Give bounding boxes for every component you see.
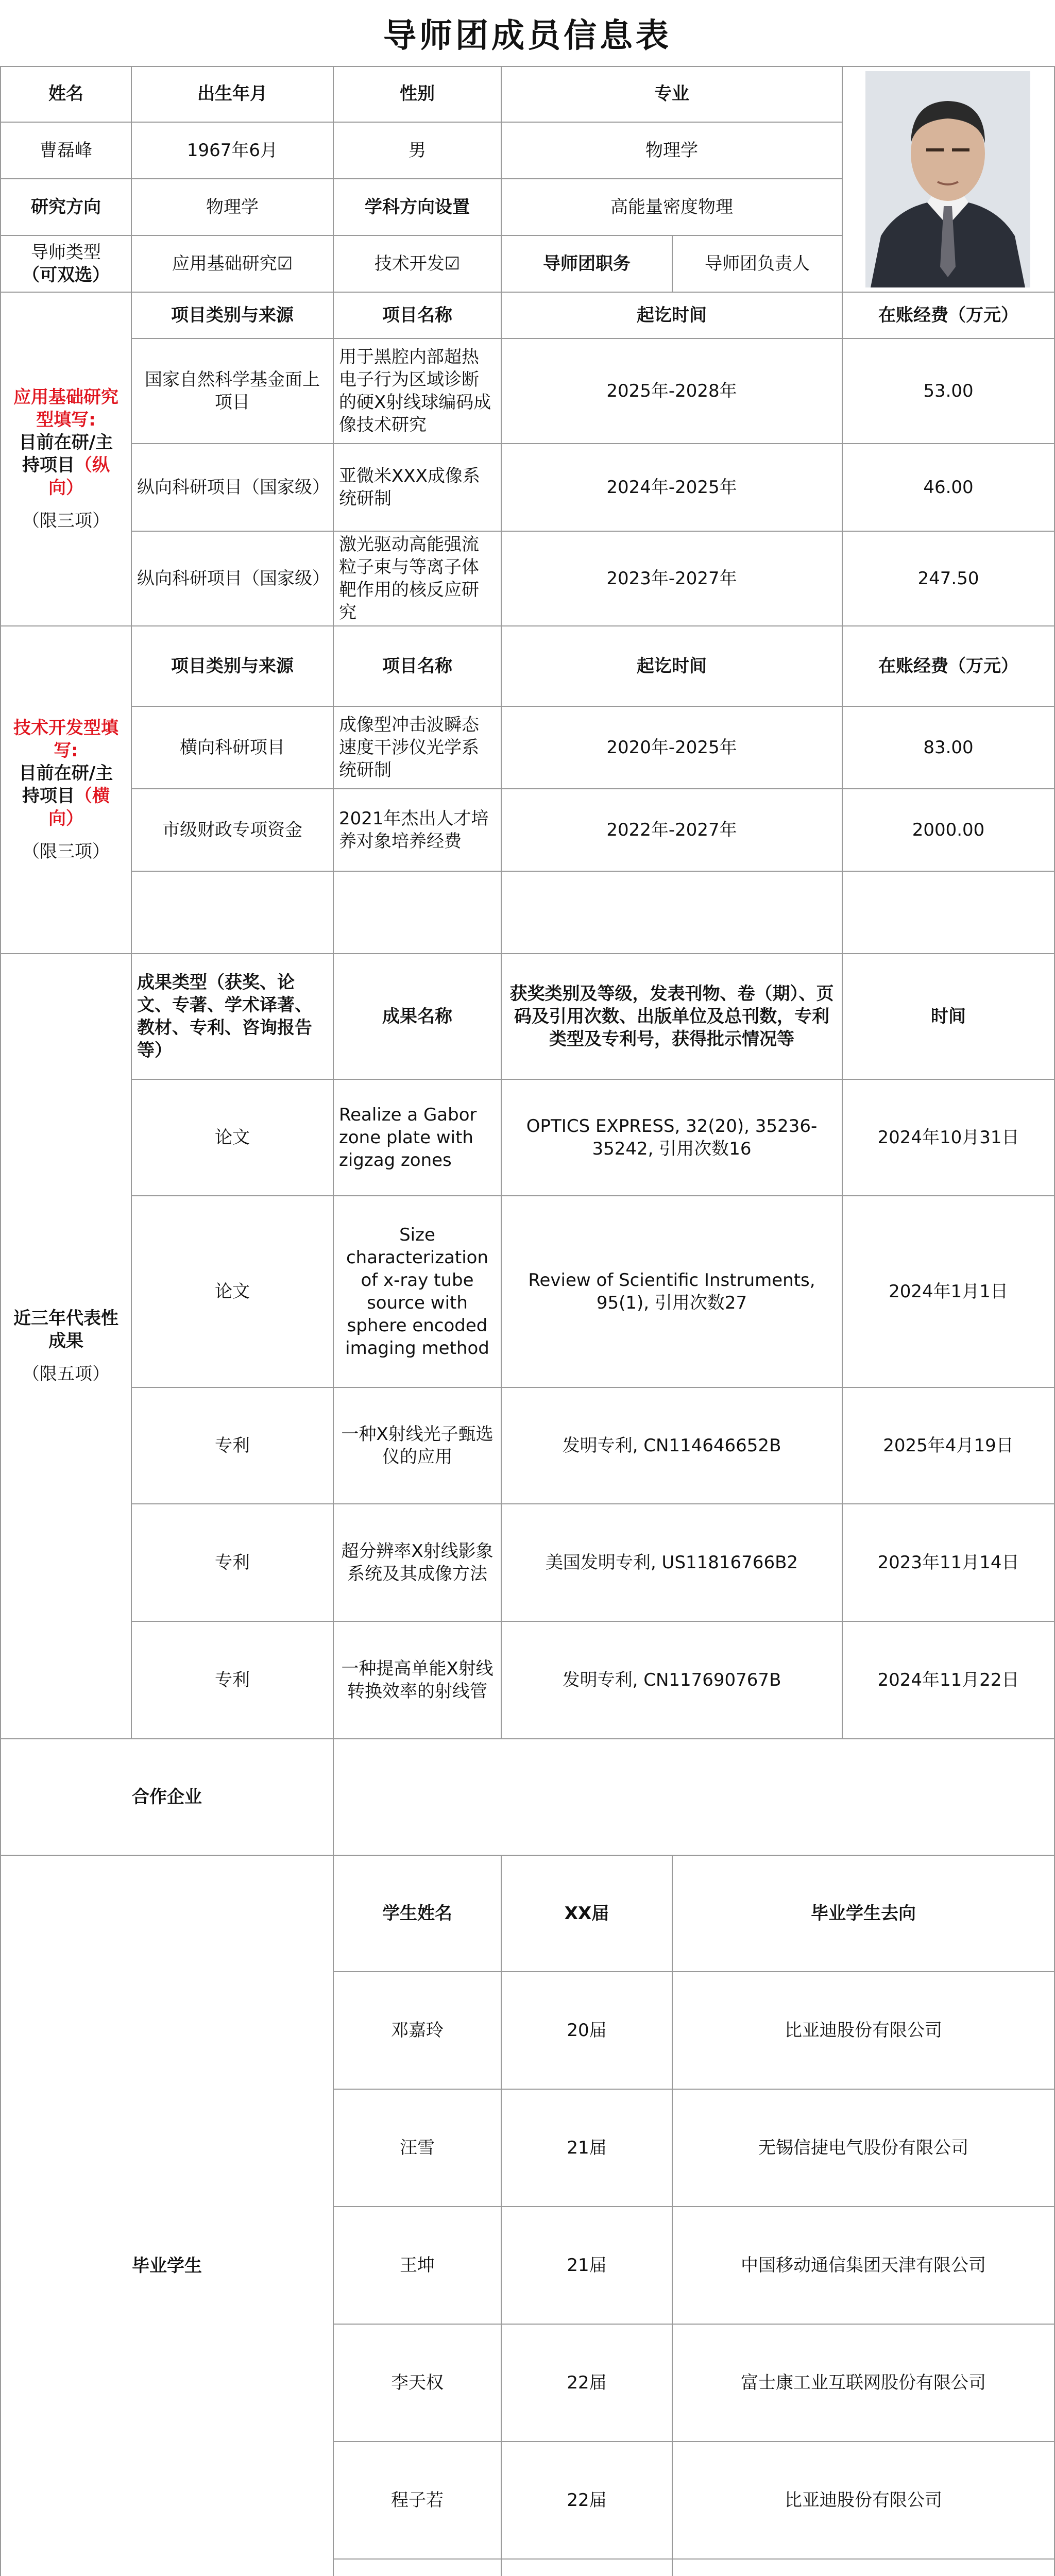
role-value: 导师团负责人 xyxy=(673,236,843,293)
td-row1-name: 成像型冲击波瞬态速度干涉仪光学系统研制 xyxy=(334,707,502,789)
student3-dest: 中国移动通信集团天津有限公司 xyxy=(673,2207,1055,2325)
ach-header-time: 时间 xyxy=(843,954,1055,1080)
students-header-name: 学生姓名 xyxy=(334,1856,502,1972)
td-row3-empty-funds xyxy=(843,872,1055,954)
td-header-period: 起讫时间 xyxy=(502,626,843,707)
ach-row5-type: 专利 xyxy=(132,1622,334,1739)
tech-dev-label-red4: 向） xyxy=(48,808,83,829)
td-row2-funds: 2000.00 xyxy=(843,789,1055,872)
student1-name: 邓嘉玲 xyxy=(334,1972,502,2090)
td-header-funds: 在账经费（万元） xyxy=(843,626,1055,707)
basic-research-label-red4: 向） xyxy=(48,478,83,498)
ach-row5-time: 2024年11月22日 xyxy=(843,1622,1055,1739)
br-header-period: 起讫时间 xyxy=(502,293,843,339)
partners-value xyxy=(334,1739,1055,1856)
td-header-source: 项目类别与来源 xyxy=(132,626,334,707)
br-row1-name: 用于黑腔内部超热电子行为区域诊断的硬X射线球编码成像技术研究 xyxy=(334,339,502,444)
discipline-label: 学科方向设置 xyxy=(334,179,502,236)
td-header-name: 项目名称 xyxy=(334,626,502,707)
ach-row1-detail: OPTICS EXPRESS, 32(20), 35236-35242, 引用次数16 xyxy=(502,1080,843,1196)
br-row3-name: 激光驱动高能强流粒子束与等离子体靶作用的核反应研究 xyxy=(334,532,502,626)
discipline-value: 高能量密度物理 xyxy=(502,179,843,236)
person-portrait-icon xyxy=(845,69,1051,290)
student2-name: 汪雪 xyxy=(334,2090,502,2207)
student6-cohort xyxy=(502,2560,673,2576)
br-row3-funds: 247.50 xyxy=(843,532,1055,626)
ach-row5-name: 一种提高单能X射线转换效率的射线管 xyxy=(334,1622,502,1739)
student6-name xyxy=(334,2560,502,2576)
ach-header-type: 成果类型（获奖、论文、专著、学术译著、教材、专利、咨询报告等） xyxy=(132,954,334,1080)
td-row2-name: 2021年杰出人才培养对象培养经费 xyxy=(334,789,502,872)
ach-row1-name: Realize a Gabor zone plate with zigzag zones xyxy=(334,1080,502,1196)
ach-header-name: 成果名称 xyxy=(334,954,502,1080)
td-row1-source: 横向科研项目 xyxy=(132,707,334,789)
tech-dev-label-red3: （横 xyxy=(75,786,110,806)
ach-row2-type: 论文 xyxy=(132,1196,334,1388)
student5-name: 程子若 xyxy=(334,2442,502,2560)
ach-header-detail: 获奖类别及等级，发表刊物、卷（期）、页码及引用次数、出版单位及总刊数，专利类型及专利号，获得批示情况等 xyxy=(502,954,843,1080)
gender-value: 男 xyxy=(334,123,502,179)
student3-name: 王坤 xyxy=(334,2207,502,2325)
ach-row2-detail: Review of Scientific Instruments, 95(1), 引用次数27 xyxy=(502,1196,843,1388)
basic-research-label-red3: （纵 xyxy=(75,455,110,476)
portrait-svg xyxy=(865,71,1030,287)
ach-row2-name: Size characterization of x-ray tube source with sphere encoded imaging method xyxy=(334,1196,502,1388)
br-row3-period: 2023年-2027年 xyxy=(502,532,843,626)
achievements-limit: （限五项） xyxy=(22,1364,110,1384)
mentor-type-tech-checkbox[interactable]: 技术开发☑ xyxy=(334,236,502,293)
ach-row2-time: 2024年1月1日 xyxy=(843,1196,1055,1388)
tech-dev-label-black1: 目前在研/主 xyxy=(19,763,113,784)
birth-value: 1967年6月 xyxy=(132,123,334,179)
student1-dest: 比亚迪股份有限公司 xyxy=(673,1972,1055,2090)
tech-dev-section-label xyxy=(1,626,132,954)
basic-research-limit: （限三项） xyxy=(22,511,110,531)
student2-dest: 无锡信捷电气股份有限公司 xyxy=(673,2090,1055,2207)
students-header-cohort: XX届 xyxy=(502,1856,673,1972)
ach-row1-type: 论文 xyxy=(132,1080,334,1196)
role-label: 导师团职务 xyxy=(502,236,673,293)
br-header-source: 项目类别与来源 xyxy=(132,293,334,339)
br-row3-source: 纵向科研项目（国家级） xyxy=(132,532,334,626)
mentor-type-label-line2: （可双选） xyxy=(22,265,110,285)
td-row1-period: 2020年-2025年 xyxy=(502,707,843,789)
student5-cohort: 22届 xyxy=(502,2442,673,2560)
partners-label: 合作企业 xyxy=(1,1739,334,1856)
major-label: 专业 xyxy=(502,66,843,123)
ach-row3-name: 一种X射线光子甄选仪的应用 xyxy=(334,1388,502,1504)
basic-research-label-black2: 持项目 xyxy=(22,455,75,476)
student2-cohort: 21届 xyxy=(502,2090,673,2207)
achievements-label-1: 近三年代表性 xyxy=(13,1308,118,1329)
td-row2-period: 2022年-2027年 xyxy=(502,789,843,872)
ach-row5-detail: 发明专利, CN117690767B xyxy=(502,1622,843,1739)
td-row3-empty-source xyxy=(132,872,334,954)
td-row3-empty-period xyxy=(502,872,843,954)
ach-row4-time: 2023年11月14日 xyxy=(843,1504,1055,1622)
br-header-funds: 在账经费（万元） xyxy=(843,293,1055,339)
ach-row4-type: 专利 xyxy=(132,1504,334,1622)
students-label: 毕业学生 xyxy=(1,1856,334,2576)
basic-research-section-label xyxy=(1,293,132,626)
tech-dev-label-black2: 持项目 xyxy=(22,786,75,806)
br-row2-period: 2024年-2025年 xyxy=(502,444,843,532)
student4-cohort: 22届 xyxy=(502,2325,673,2442)
br-row1-source: 国家自然科学基金面上项目 xyxy=(132,339,334,444)
students-header-dest: 毕业学生去向 xyxy=(673,1856,1055,1972)
ach-row3-type: 专利 xyxy=(132,1388,334,1504)
br-row2-source: 纵向科研项目（国家级） xyxy=(132,444,334,532)
td-row3-empty-name xyxy=(334,872,502,954)
ach-row3-detail: 发明专利, CN114646652B xyxy=(502,1388,843,1504)
achievements-label-2: 成果 xyxy=(48,1331,83,1351)
ach-row4-name: 超分辨率X射线影象系统及其成像方法 xyxy=(334,1504,502,1622)
tech-dev-label-red1: 技术开发型填 xyxy=(13,718,118,738)
basic-research-label-red2: 型填写: xyxy=(36,410,96,430)
name-label: 姓名 xyxy=(1,66,132,123)
name-value: 曹磊峰 xyxy=(1,123,132,179)
tech-dev-limit: （限三项） xyxy=(22,841,110,862)
student5-dest: 比亚迪股份有限公司 xyxy=(673,2442,1055,2560)
ach-row4-detail: 美国发明专利, US11816766B2 xyxy=(502,1504,843,1622)
birth-label: 出生年月 xyxy=(132,66,334,123)
mentor-type-label xyxy=(1,236,132,293)
student3-cohort: 21届 xyxy=(502,2207,673,2325)
achievements-section-label xyxy=(1,954,132,1739)
ach-row1-time: 2024年10月31日 xyxy=(843,1080,1055,1196)
td-row2-source: 市级财政专项资金 xyxy=(132,789,334,872)
basic-research-label-red1: 应用基础研究 xyxy=(13,387,118,408)
student1-cohort: 20届 xyxy=(502,1972,673,2090)
mentor-type-label-line1: 导师类型 xyxy=(31,242,101,263)
br-row2-funds: 46.00 xyxy=(843,444,1055,532)
basic-research-label-black1: 目前在研/主 xyxy=(19,432,113,453)
mentor-type-basic-checkbox[interactable]: 应用基础研究☑ xyxy=(132,236,334,293)
student4-name: 李天权 xyxy=(334,2325,502,2442)
page-title: 导师团成员信息表 xyxy=(0,0,1055,67)
major-value: 物理学 xyxy=(502,123,843,179)
student4-dest: 富士康工业互联网股份有限公司 xyxy=(673,2325,1055,2442)
ach-row3-time: 2025年4月19日 xyxy=(843,1388,1055,1504)
gender-label: 性别 xyxy=(334,66,502,123)
td-row1-funds: 83.00 xyxy=(843,707,1055,789)
br-header-name: 项目名称 xyxy=(334,293,502,339)
research-value: 物理学 xyxy=(132,179,334,236)
br-row1-period: 2025年-2028年 xyxy=(502,339,843,444)
tech-dev-label-red2: 写: xyxy=(54,740,78,761)
research-label: 研究方向 xyxy=(1,179,132,236)
student6-dest xyxy=(673,2560,1055,2576)
br-row2-name: 亚微米XXX成像系统研制 xyxy=(334,444,502,532)
br-row1-funds: 53.00 xyxy=(843,339,1055,444)
